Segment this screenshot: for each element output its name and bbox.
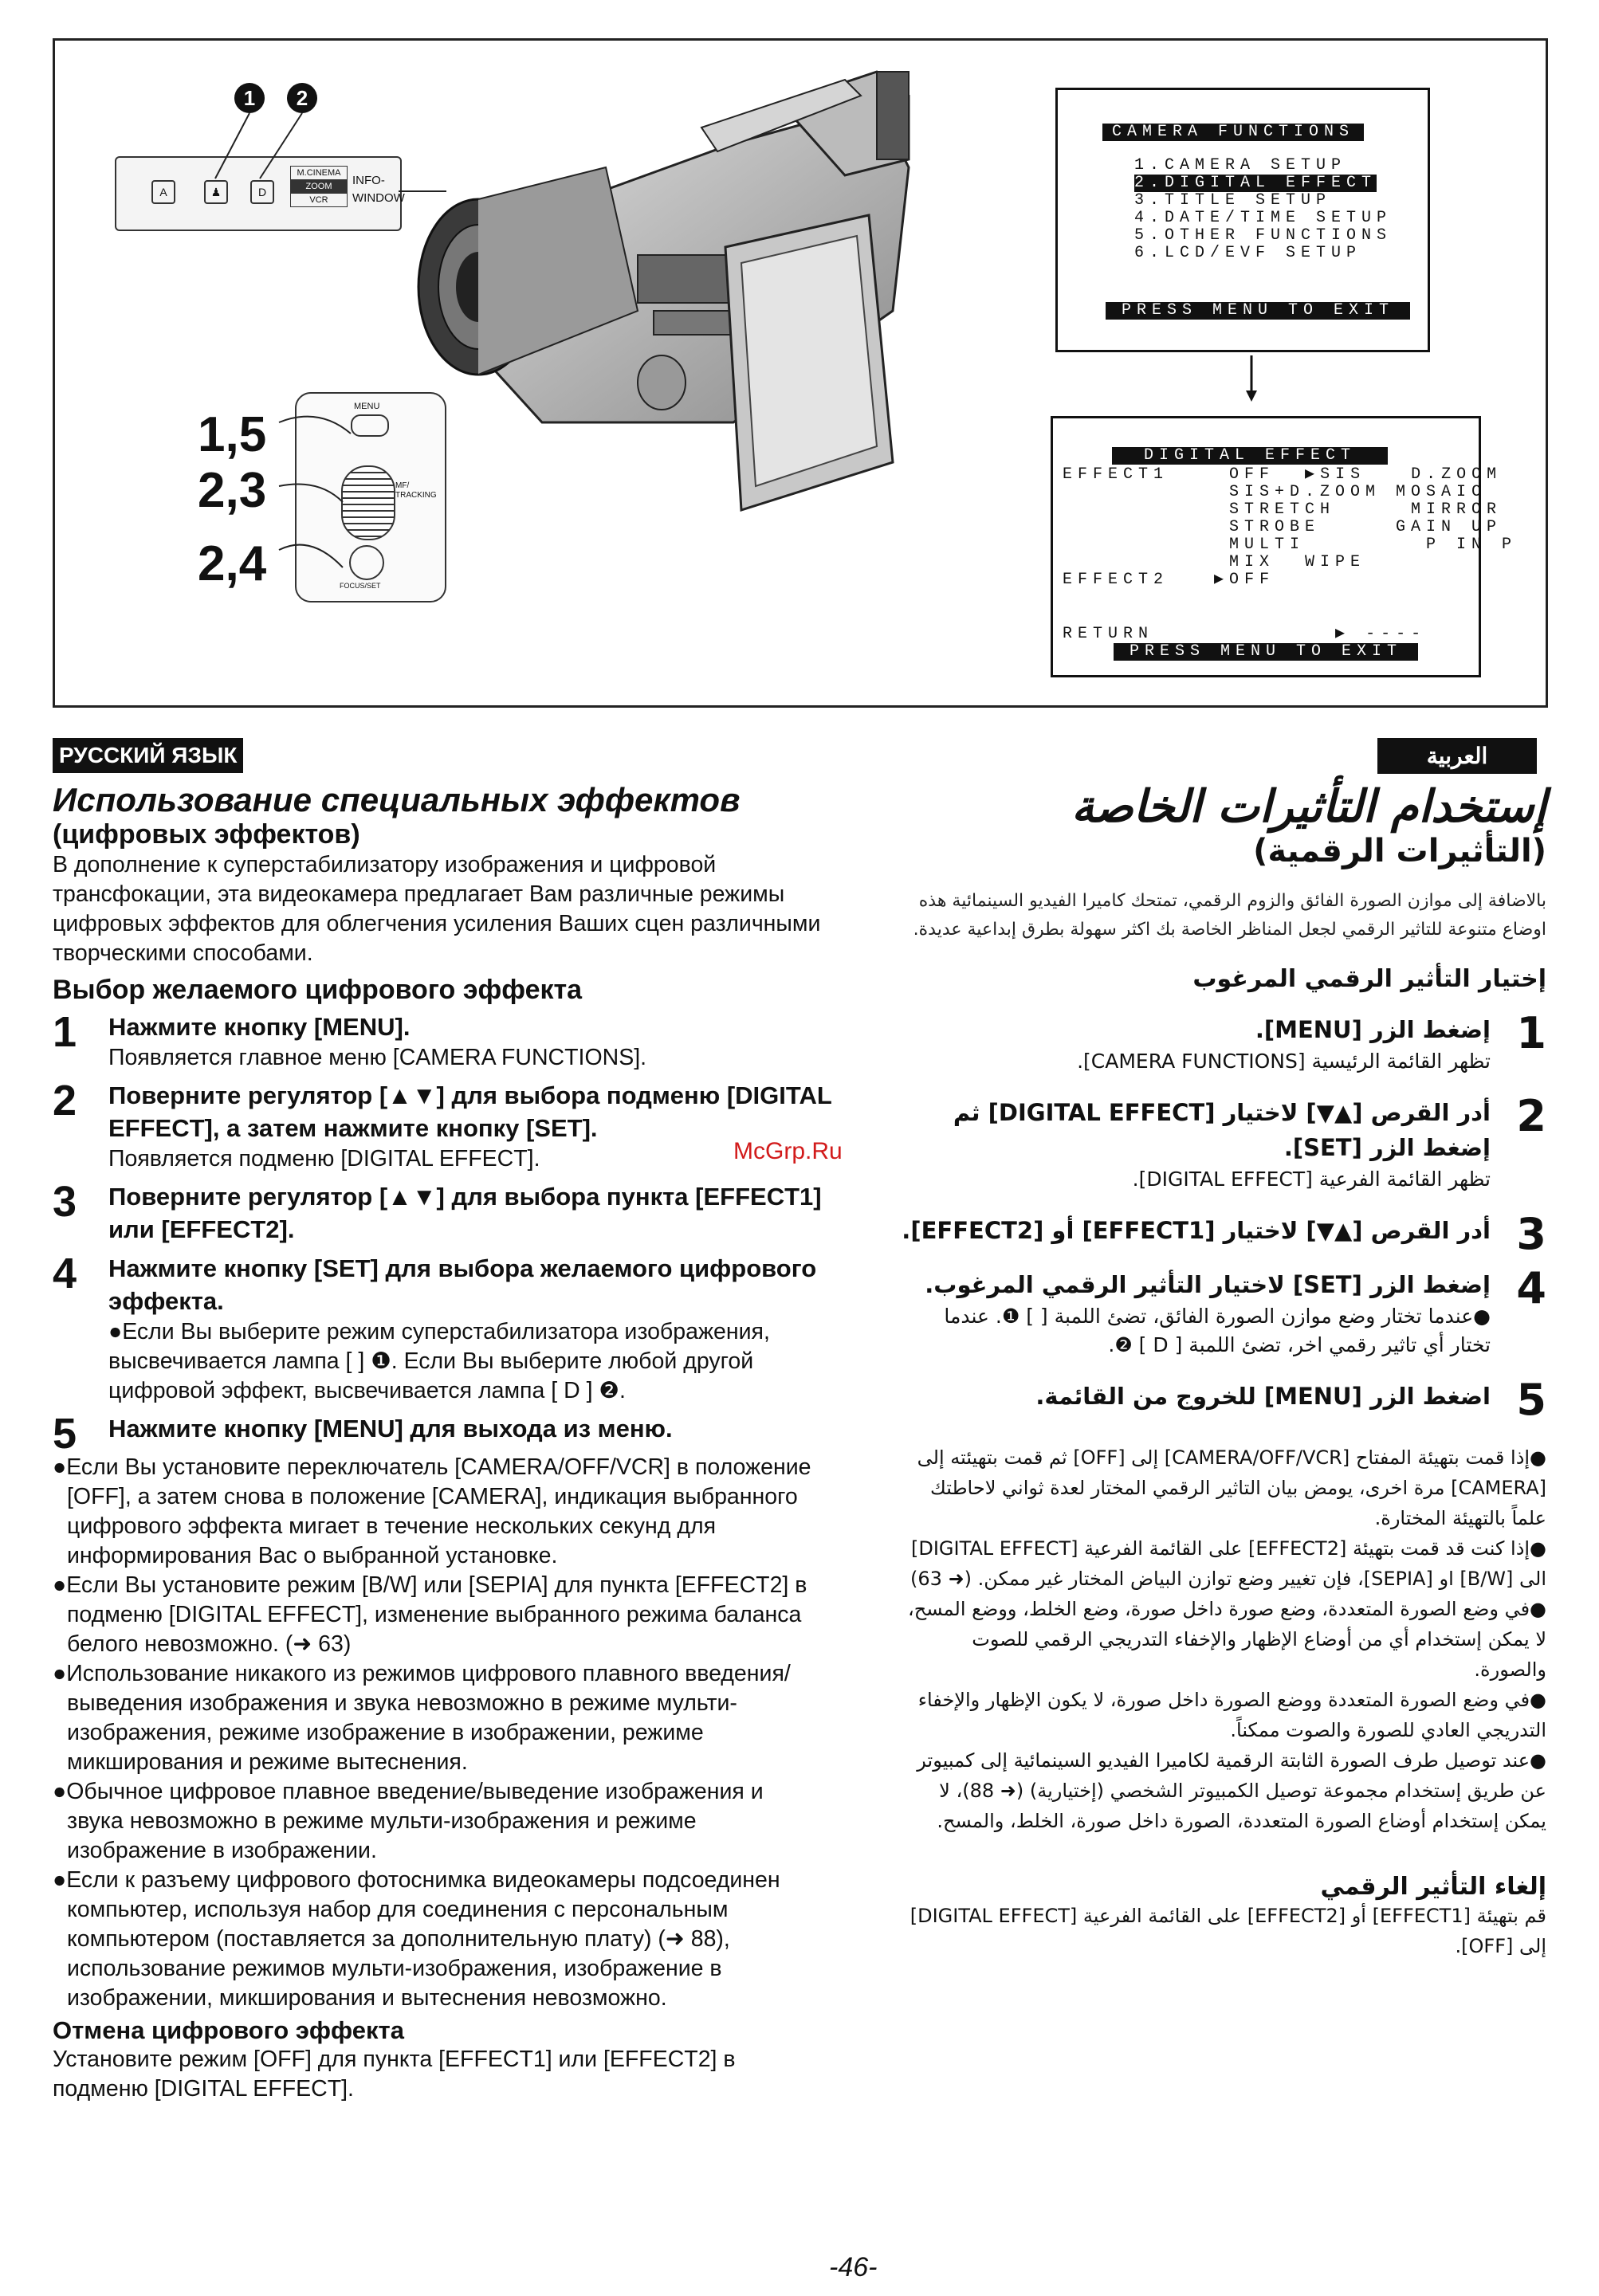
note-item: ●في وضع الصورة المتعددة، وضع صورة داخل صورة، وضع الخلط، ووضع المسح، لا يمكن إستخدام أي من أوضاع الإظهار والإخفاء التدريجي الرقمي للصوت والصورة. — [908, 1598, 1546, 1681]
switch-label-zoom: ZOOM — [290, 180, 348, 193]
russian-column — [53, 781, 850, 2104]
russian-intro: В дополнение к суперстабилизатору изображения и цифровой трансфокации, эта видеокамера предлагает Вам различные режимы цифровых эффектов для облегчения усиления Ваших сцен различными творческими способами. — [53, 852, 821, 966]
step-desc: تظهر القائمة الفرعية [DIGITAL EFFECT]. — [1132, 1168, 1491, 1191]
menu-item[interactable]: 6.LCD/EVF SETUP — [1134, 244, 1362, 262]
step-number: 5 — [1516, 1375, 1546, 1425]
arabic-step-5 — [901, 1375, 1546, 1425]
step-title: Поверните регулятор [▲▼] для выбора пункта [EFFECT1] или [EFFECT2]. — [108, 1183, 822, 1243]
dial-leaders — [271, 398, 367, 590]
mf-tracking-label — [395, 481, 437, 500]
russian-section-heading: Выбор желаемого цифрового эффекта — [53, 975, 583, 1005]
effect-line[interactable]: MULTI P IN P — [1063, 536, 1518, 554]
return-line[interactable]: RETURN ▶ ---- — [1063, 625, 1427, 643]
callout-badge-2: 2 — [287, 83, 317, 113]
arabic-step-4 — [901, 1263, 1546, 1360]
note-item: ●Обычное цифровое плавное введение/выведение изображения и звука невозможно в режиме мульти-изображения и режиме изображение в изображении. — [53, 1779, 764, 1863]
arrow-down-icon — [1243, 355, 1259, 403]
mf-label: MF/ — [395, 481, 410, 490]
switch-label-vcr: VCR — [290, 193, 348, 207]
note-item: ●عند توصيل طرف الصورة الثابتة الرقمية لكاميرا الفيديو السينمائية إلى كمبيوتر عن طريق إستخدام مجموعة توصيل الكمبيوتر الشخصي (إختيارية) (➜ 88)، لا يمكن إستخدام أوضاع الصورة المتعددة، الصورة داخل صورة، الخلط، والمسح. — [917, 1749, 1546, 1832]
effect-line[interactable]: SIS+D.ZOOM MOSAIC — [1063, 483, 1487, 501]
russian-step-4 — [53, 1252, 850, 1406]
effect-line[interactable]: EFFECT1 OFF ▶SIS D.ZOOM — [1063, 465, 1503, 484]
arabic-cancel-text: قم بتهيئة [EFFECT1] أو [EFFECT2] على القائمة الفرعية [DIGITAL EFFECT] إلى [OFF]. — [910, 1905, 1546, 1957]
effect-line[interactable]: MIX WIPE — [1063, 553, 1366, 571]
arabic-section-heading: إختيار التأثير الرقمي المرغوب — [1192, 965, 1546, 993]
effect-line[interactable]: EFFECT2 ▶OFF — [1063, 571, 1275, 589]
callout-badge-1: 1 — [234, 83, 265, 113]
digital-lamp-icon: D — [250, 180, 274, 204]
switch-label-cinema: M.CINEMA — [290, 166, 348, 180]
tracking-label: TRACKING — [395, 491, 437, 500]
step-title: Нажмите кнопку [MENU]. — [108, 1013, 411, 1041]
arabic-step-3 — [901, 1209, 1546, 1259]
step-desc: Появляется подменю [DIGITAL EFFECT]. — [108, 1146, 540, 1172]
step-title: إضغط الزر [SET] لاختيار التأثير الرقمي المرغوب. — [925, 1271, 1491, 1298]
note-item: ●Использование никакого из режимов цифрового плавного введения/выведения изображения и звука невозможно в режиме мульти-изображения, режиме изображение в изображении, режиме микширования и режиме вытеснения. — [53, 1661, 791, 1775]
step-desc: ●عندما تختار وضع موازن الصورة الفائق، تضئ اللمبة [ ] ❶. عندما تختار أي تاثير رقمي اخر، تضئ اللمبة [ D ] ❷. — [944, 1305, 1491, 1356]
step-desc: تظهر القائمة الرئيسية [CAMERA FUNCTIONS]. — [1077, 1050, 1491, 1073]
note-item: ●Если Вы установите режим [B/W] или [SEPIA] для пункта [EFFECT2] в подменю [DIGITAL EFFECT], изменение выбранного режима баланса белого невозможно. (➜ 63) — [53, 1572, 807, 1657]
info-window-label-line2: WINDOW — [352, 191, 405, 205]
menu-item-selected[interactable]: 2.DIGITAL EFFECT — [1134, 174, 1377, 192]
russian-cancel-text: Установите режим [OFF] для пункта [EFFECT1] или [EFFECT2] в подменю [DIGITAL EFFECT]. — [53, 2047, 736, 2102]
watermark: McGrp.Ru — [733, 1138, 843, 1164]
step-title: Нажмите кнопку [SET] для выбора желаемого цифрового эффекта. — [108, 1254, 817, 1315]
menu-item[interactable]: 3.TITLE SETUP — [1134, 191, 1332, 210]
note-item: ●Если к разъему цифрового фотоснимка видеокамеры подсоединен компьютер, используя набор для соединения с персональным компьютером (поставляется за дополнительную плату) (➜ 88), использование режимов мульти-изображения, изображение в изображении, микширования и вытеснения невозможно. — [53, 1867, 780, 2011]
step-number: 4 — [53, 1250, 77, 1297]
digital-effect-screen — [1051, 416, 1518, 677]
note-item: ●Если Вы установите переключатель [CAMERA/OFF/VCR] в положение [OFF], а затем снова в положение [CAMERA], индикация выбранного цифрового эффекта мигает в течение нескольких секунд для информирования Вас о выбранной установке. — [53, 1454, 811, 1568]
step-title: أدر القرص [▲▼] لاختيار [EFFECT1] أو [EFFECT2]. — [902, 1217, 1491, 1244]
arabic-column — [901, 781, 1546, 1961]
step-number: 4 — [1516, 1263, 1546, 1313]
digital-effect-footer: PRESS MENU TO EXIT — [1114, 643, 1418, 661]
page-number: -46- — [829, 2252, 878, 2282]
info-window-label-line1: INFO- — [352, 174, 385, 187]
figure-step-label-2-4: 2,4 — [198, 536, 267, 591]
russian-cancel-heading: Отмена цифрового эффекта — [53, 2016, 404, 2044]
aperture-lamp-icon: A — [151, 180, 175, 204]
step-title: Нажмите кнопку [MENU] для выхода из меню. — [108, 1415, 673, 1442]
step-number: 2 — [1516, 1091, 1546, 1141]
camcorder-illustration — [399, 48, 972, 526]
menu-item[interactable]: 1.CAMERA SETUP — [1134, 156, 1347, 175]
arabic-step-2 — [901, 1091, 1546, 1194]
effect-line[interactable]: STROBE GAIN UP — [1063, 518, 1503, 536]
russian-step-1 — [53, 1008, 850, 1073]
camera-functions-title: CAMERA FUNCTIONS — [1102, 124, 1364, 141]
russian-step-5 — [53, 1410, 850, 1458]
russian-notes — [53, 1453, 818, 2013]
step-desc: ●Если Вы выберите режим суперстабилизатора изображения, высвечивается лампа [ ] ❶. Если Вы выберите любой другой цифровой эффект, высвечивается лампа [ D ] ❷. — [108, 1319, 770, 1403]
step-number: 1 — [53, 1008, 77, 1056]
camera-functions-footer: PRESS MENU TO EXIT — [1106, 302, 1410, 320]
arabic-subtitle: (التأثيرات الرقمية) — [1253, 833, 1546, 869]
step-title: اضغط الزر [MENU] للخروج من القائمة. — [1035, 1383, 1491, 1410]
step-title: Поверните регулятор [▲▼] для выбора подменю [DIGITAL EFFECT], а затем нажмите кнопку [SET]. — [108, 1081, 832, 1142]
effect-line[interactable]: STRETCH MIRROR — [1063, 500, 1503, 519]
note-item: ●إذا قمت بتهيئة المفتاح [CAMERA/OFF/VCR] إلى [OFF] ثم قمت بتهيئته إلى [CAMERA] مرة اخرى، يومض بيان التاثير الرقمي المختار لعدة ثواني لاحاطتك علماً بالتهيئة المختارة. — [917, 1446, 1546, 1529]
step-title: إضغط الزر [MENU]. — [1255, 1016, 1491, 1043]
step-desc: Появляется главное меню [CAMERA FUNCTIONS]. — [108, 1045, 647, 1070]
russian-subtitle: (цифровых эффектов) — [53, 819, 360, 850]
note-item: ●إذا كنت قد قمت بتهيئة [EFFECT2] على القائمة الفرعية [DIGITAL EFFECT] الى [B/W] او [SEPIA]، فإن تغيير وضع توازن البياض المختار غير ممكن. (➜ 63) — [910, 1537, 1546, 1590]
arabic-notes — [901, 1442, 1546, 1836]
menu-button-label: MENU — [354, 402, 380, 411]
step-number: 5 — [53, 1410, 77, 1458]
figure-step-label-1-5: 1,5 — [198, 407, 267, 462]
russian-step-3 — [53, 1180, 850, 1246]
arabic-language-tab: العربية — [1377, 738, 1537, 774]
focus-set-label: FOCUS/SET — [340, 582, 381, 590]
figure-step-label-2-3: 2,3 — [198, 463, 267, 518]
russian-step-2 — [53, 1079, 850, 1174]
digital-effect-title: DIGITAL EFFECT — [1112, 447, 1388, 465]
step-number: 1 — [1516, 1008, 1546, 1058]
arabic-step-1 — [901, 1008, 1546, 1076]
menu-item[interactable]: 4.DATE/TIME SETUP — [1134, 209, 1393, 227]
step-number: 3 — [53, 1178, 77, 1226]
step-number: 2 — [53, 1077, 77, 1124]
step-number: 3 — [1516, 1209, 1546, 1259]
sis-lamp-icon: ♟ — [204, 180, 228, 204]
menu-item[interactable]: 5.OTHER FUNCTIONS — [1134, 226, 1393, 245]
russian-language-tab: РУССКИЙ ЯЗЫК — [53, 738, 243, 773]
arabic-cancel-heading: إلغاء التأثير الرقمي — [1320, 1873, 1546, 1901]
russian-title: Использование специальных эффектов — [53, 781, 741, 818]
step-title: أدر القرص [▲▼] لاختيار [DIGITAL EFFECT] ثم إضغط الزر [SET]. — [953, 1099, 1491, 1161]
camera-functions-screen — [1055, 88, 1430, 352]
arabic-title: إستخدام التأثيرات الخاصة — [1071, 781, 1546, 833]
note-item: ●في وضع الصورة المتعددة ووضع الصورة داخل صورة، لا يكون الإظهار والإخفاء التدريجي العادي للصورة والصوت ممكناً. — [917, 1689, 1546, 1741]
arabic-intro: بالاضافة إلى موازن الصورة الفائق والزوم الرقمي، تمتحك كاميرا الفيديو السينمائية هذه اوضاع متنوعة للتاثير الرقمي لجعل المناظر الخاصة بك اكثر سهولة بطرق إبداعية عديدة. — [913, 891, 1546, 940]
